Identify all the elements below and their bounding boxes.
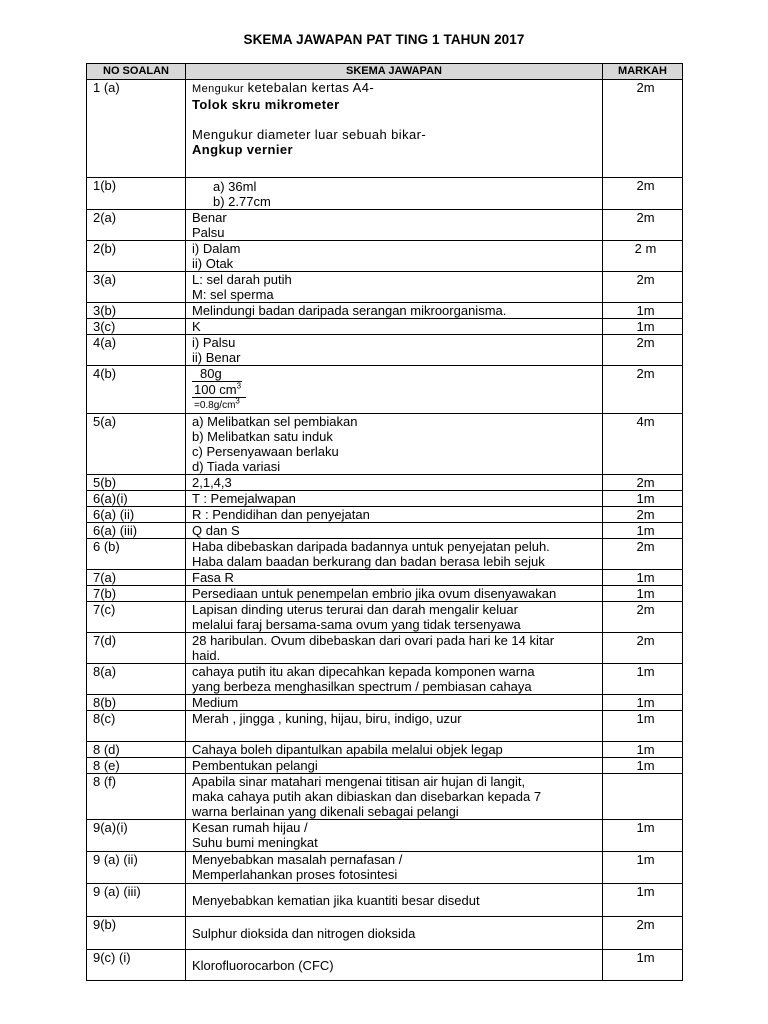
document-title: SKEMA JAWAPAN PAT TING 1 TAHUN 2017 <box>243 32 525 47</box>
question-number: 3(b) <box>87 303 186 319</box>
question-number: 7(b) <box>87 586 186 602</box>
table-row <box>87 241 683 272</box>
table-row <box>87 414 683 475</box>
question-number: 7(a) <box>87 570 186 586</box>
answer-cell: K <box>186 319 603 335</box>
answer-cell: a) Melibatkan sel pembiakan b) Melibatkan satu induk c) Persenyawaan berlaku d) Tiada variasi <box>186 414 603 475</box>
question-number: 9(b) <box>87 917 186 950</box>
question-number: 9(a)(i) <box>87 820 186 852</box>
mark-cell: 1m <box>603 852 683 884</box>
question-number: 7(c) <box>87 602 186 633</box>
table-row <box>87 586 683 602</box>
table-row <box>87 539 683 570</box>
question-number: 9 (a) (iii) <box>87 884 186 917</box>
table-row <box>87 491 683 507</box>
table-row <box>87 335 683 366</box>
answer-scheme-table <box>86 63 683 981</box>
mark-cell: 4m <box>603 414 683 475</box>
table-row <box>87 774 683 820</box>
question-number: 8 (d) <box>87 742 186 758</box>
question-number: 6(a) (ii) <box>87 507 186 523</box>
table-row <box>87 742 683 758</box>
answer-cell: Klorofluorocarbon (CFC) <box>186 950 603 981</box>
mark-cell: 1m <box>603 758 683 774</box>
answer-cell: Medium <box>186 695 603 711</box>
answer-cell <box>186 366 603 414</box>
mark-cell: 1m <box>603 664 683 695</box>
question-number: 8(c) <box>87 711 186 742</box>
mark-cell: 1m <box>603 884 683 917</box>
mark-cell: 1m <box>603 695 683 711</box>
answer-cell: Lapisan dinding uterus terurai dan darah mengalir keluar melalui faraj bersama-sama ovum yang tidak tersenyawa <box>186 602 603 633</box>
answer-cell: i) Dalam ii) Otak <box>186 241 603 272</box>
mark-cell: 1m <box>603 586 683 602</box>
answer-cell: i) Palsu ii) Benar <box>186 335 603 366</box>
answer-cell: Pembentukan pelangi <box>186 758 603 774</box>
answer-cell: cahaya putih itu akan dipecahkan kepada komponen warna yang berbeza menghasilkan spectrum / pembiasan cahaya <box>186 664 603 695</box>
answer-cell: Sulphur dioksida dan nitrogen dioksida <box>186 917 603 950</box>
table-row <box>87 664 683 695</box>
question-number: 8(a) <box>87 664 186 695</box>
answer-cell: Merah , jingga , kuning, hijau, biru, indigo, uzur <box>186 711 603 742</box>
question-number: 2(a) <box>87 210 186 241</box>
table-row <box>87 523 683 539</box>
answer-cell: Mengukur ketebalan kertas A4- Tolok skru mikrometer Mengukur diameter luar sebuah bikar- Angkup vernier <box>186 80 603 178</box>
mark-cell: 1m <box>603 491 683 507</box>
answer-cell: Apabila sinar matahari mengenai titisan air hujan di langit, maka cahaya putih akan dibiaskan dan disebarkan kepada 7 warna berlainan yang dikenali sebagai pelangi <box>186 774 603 820</box>
question-number: 8 (e) <box>87 758 186 774</box>
fraction-denominator: 100 $cm^3$ <box>192 382 246 398</box>
answer-cell: 2,1,4,3 <box>186 475 603 491</box>
table-row <box>87 758 683 774</box>
table-row <box>87 570 683 586</box>
answer-cell: R : Pendidihan dan penyejatan <box>186 507 603 523</box>
mark-cell: 2m <box>603 366 683 414</box>
answer-cell: Fasa R <box>186 570 603 586</box>
question-number: 8(b) <box>87 695 186 711</box>
answer-cell: Menyebabkan masalah pernafasan / Memperlahankan proses fotosintesi <box>186 852 603 884</box>
answer-cell: Cahaya boleh dipantulkan apabila melalui objek legap <box>186 742 603 758</box>
answer-cell: L: sel darah putih M: sel sperma <box>186 272 603 303</box>
question-number: 6(a) (iii) <box>87 523 186 539</box>
table-row <box>87 917 683 950</box>
question-number: 9(c) (i) <box>87 950 186 981</box>
mark-cell: 2m <box>603 633 683 664</box>
answer-cell: Menyebabkan kematian jika kuantiti besar disedut <box>186 884 603 917</box>
question-number: 3(a) <box>87 272 186 303</box>
mark-cell: 2m <box>603 178 683 210</box>
question-number: 6(a)(i) <box>87 491 186 507</box>
question-number: 5(b) <box>87 475 186 491</box>
question-number: 1 (a) <box>87 80 186 178</box>
table-row <box>87 820 683 852</box>
question-number: 6 (b) <box>87 539 186 570</box>
table-row <box>87 366 683 414</box>
question-number: 5(a) <box>87 414 186 475</box>
answer-cell: Kesan rumah hijau / Suhu bumi meningkat <box>186 820 603 852</box>
table-row <box>87 475 683 491</box>
table-header-row <box>87 64 683 80</box>
mark-cell: 1m <box>603 570 683 586</box>
table-row <box>87 711 683 742</box>
mark-cell: 1m <box>603 820 683 852</box>
mark-cell: 2m <box>603 539 683 570</box>
fraction-result: $=0.8g/cm^3$ <box>194 396 240 411</box>
answer-cell: Q dan S <box>186 523 603 539</box>
mark-cell <box>603 774 683 820</box>
mark-cell: 1m <box>603 523 683 539</box>
mark-cell: 1m <box>603 742 683 758</box>
header-skema-jawapan: SKEMA JAWAPAN <box>186 64 603 80</box>
mark-cell: 1m <box>603 319 683 335</box>
mark-cell: 2 m <box>603 241 683 272</box>
mark-cell: 2m <box>603 475 683 491</box>
header-markah: MARKAH <box>603 64 683 80</box>
mark-cell: 2m <box>603 507 683 523</box>
answer-cell: Benar Palsu <box>186 210 603 241</box>
answer-cell: Persediaan untuk penempelan embrio jika ovum disenyawakan <box>186 586 603 602</box>
answer-cell: Melindungi badan daripada serangan mikroorganisma. <box>186 303 603 319</box>
table-row <box>87 507 683 523</box>
table-row <box>87 178 683 210</box>
table-row <box>87 602 683 633</box>
table-row <box>87 303 683 319</box>
question-number: 1(b) <box>87 178 186 210</box>
question-number: 4(a) <box>87 335 186 366</box>
mark-cell: 2m <box>603 335 683 366</box>
table-row <box>87 950 683 981</box>
mark-cell: 2m <box>603 80 683 178</box>
table-row <box>87 695 683 711</box>
question-number: 8 (f) <box>87 774 186 820</box>
mark-cell: 1m <box>603 711 683 742</box>
answer-cell: a) 36ml b) 2.77cm <box>186 178 603 210</box>
answer-cell: 28 haribulan. Ovum dibebaskan dari ovari pada hari ke 14 kitar haid. <box>186 633 603 664</box>
mark-cell: 2m <box>603 917 683 950</box>
mark-cell: 2m <box>603 602 683 633</box>
mark-cell: 1m <box>603 950 683 981</box>
table-row <box>87 210 683 241</box>
table-row <box>87 884 683 917</box>
question-number: 7(d) <box>87 633 186 664</box>
mark-cell: 2m <box>603 272 683 303</box>
question-number: 4(b) <box>87 366 186 414</box>
table-row <box>87 319 683 335</box>
table-row <box>87 852 683 884</box>
table-row <box>87 80 683 178</box>
answer-cell: T : Pemejalwapan <box>186 491 603 507</box>
mark-cell: 1m <box>603 303 683 319</box>
fraction-numerator: 80g <box>192 366 242 382</box>
header-no-soalan: NO SOALAN <box>87 64 186 80</box>
question-number: 2(b) <box>87 241 186 272</box>
mark-cell: 2m <box>603 210 683 241</box>
table-row <box>87 633 683 664</box>
table-row <box>87 272 683 303</box>
question-number: 9 (a) (ii) <box>87 852 186 884</box>
question-number: 3(c) <box>87 319 186 335</box>
answer-cell: Haba dibebaskan daripada badannya untuk penyejatan peluh. Haba dalam baadan berkurang dan badan berasa lebih sejuk <box>186 539 603 570</box>
